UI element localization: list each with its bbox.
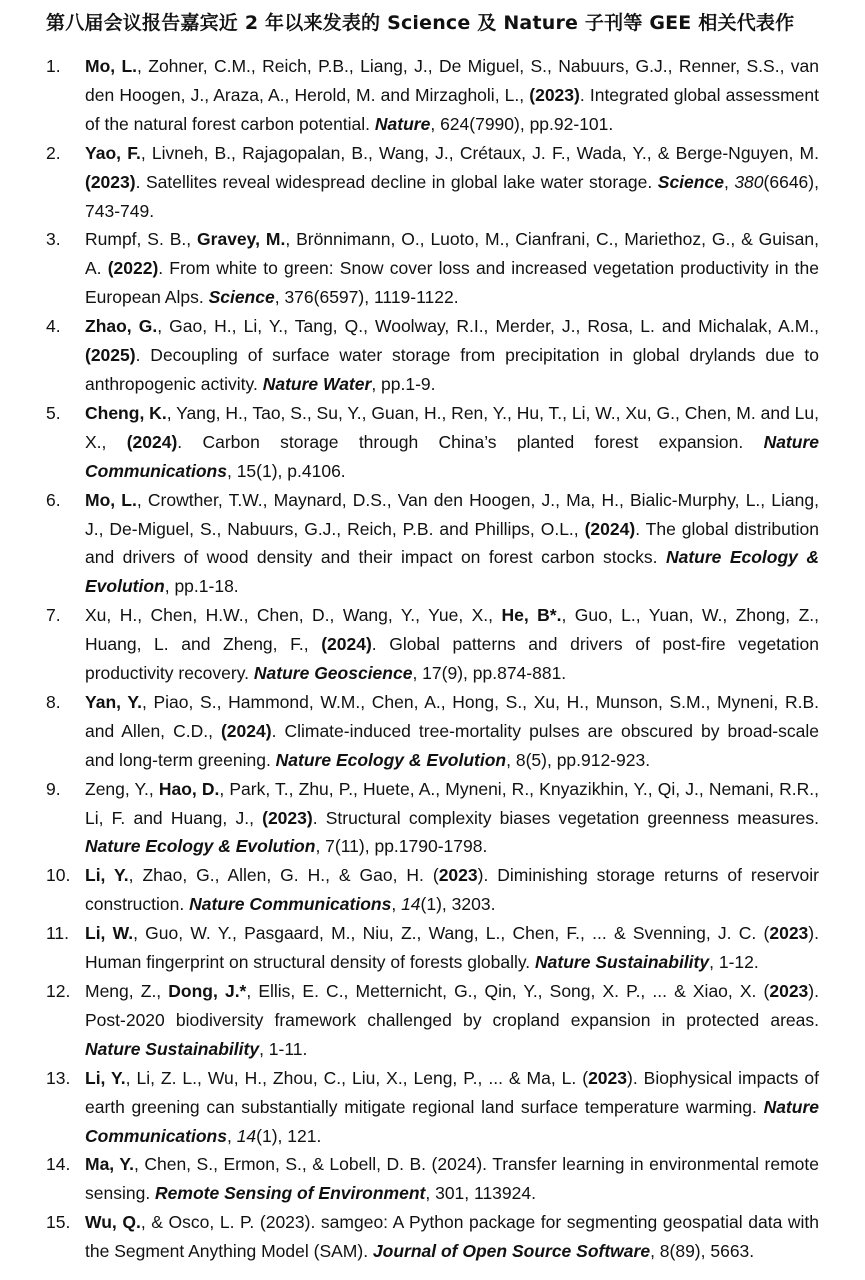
reference-item — [46, 139, 819, 226]
citation-text: , — [391, 894, 402, 915]
reference-item — [46, 977, 819, 1064]
reference-text — [85, 861, 819, 919]
citation-text: Xu, H., Chen, H.W., Chen, D., Wang, Y., Yue, X., — [85, 605, 502, 626]
reference-item — [46, 919, 819, 977]
citation-text: , Guo, W. Y., Pasgaard, M., Niu, Z., Wang, L., Chen, F., ... & Svenning, J. C. ( — [133, 923, 770, 944]
journal-name: Journal of Open Source Software — [372, 1241, 651, 1262]
journal-name: Nature Water — [262, 373, 372, 394]
journal-name: Nature Sustainability — [535, 952, 710, 973]
citation-text: , 15(1), p.4106. — [226, 460, 346, 481]
citation-text: , Crowther, T.W., Maynard, D.S., Van den Hoogen, J., Ma, H., Bialic-Murphy, L., Liang, J., De-Miguel, S., Nabuurs, G.J., Reich, P.B. and Phillips, O.L., — [85, 489, 819, 539]
citation-text: . Climate-induced tree-mortality pulses are obscured by broad-scale and long-term greening. — [85, 720, 819, 770]
citation-text: , Li, Z. L., Wu, H., Zhou, C., Liu, X., Leng, P., ... & Ma, L. ( — [125, 1067, 589, 1088]
citation-text: ). Post-2020 biodiversity framework challenged by cropland expansion in protected areas. — [85, 981, 819, 1030]
citation-text: , 8(5), pp.912-923. — [506, 749, 651, 770]
reference-number: 4. — [46, 316, 61, 337]
bold-text: (2025) — [85, 345, 136, 366]
journal-name: Nature Communications — [189, 894, 392, 915]
reference-number: 8. — [46, 691, 61, 712]
citation-text: , — [226, 1125, 237, 1146]
reference-number: 14. — [46, 1154, 71, 1175]
reference-text — [85, 52, 819, 139]
citation-text: ). Human fingerprint on structural density of forests globally. — [85, 923, 819, 973]
bold-text: 2023 — [769, 923, 809, 944]
reference-item — [46, 312, 819, 399]
citation-text: , 376(6597), 1119-1122. — [274, 287, 459, 308]
bold-text: Ma, Y. — [85, 1154, 134, 1175]
citation-text: ). Biophysical impacts of earth greening can substantially mitigate regional land surface temperature warming. — [85, 1067, 819, 1117]
citation-text: , Zhao, G., Allen, G. H., & Gao, H. ( — [128, 865, 439, 886]
journal-name: Remote Sensing of Environment — [155, 1183, 426, 1204]
citation-text: (6646), 743-749. — [85, 171, 819, 221]
bold-text: Mo, L. — [85, 489, 137, 510]
reference-number: 9. — [46, 778, 61, 799]
journal-name: Nature Ecology & Evolution — [85, 836, 316, 857]
citation-text: , Livneh, B., Rajagopalan, B., Wang, J., Crétaux, J. F., Wada, Y., & Berge-Nguyen, M. — [140, 142, 819, 163]
bold-text: Zhao, G. — [85, 316, 158, 337]
reference-item — [46, 52, 819, 139]
reference-number: 3. — [46, 229, 61, 250]
bold-text: He, B*. — [501, 605, 562, 626]
volume-number: 380 — [734, 171, 764, 192]
bold-text: (2023) — [85, 171, 136, 192]
reference-text — [85, 977, 819, 1064]
bold-text: 2023 — [438, 865, 478, 886]
citation-text: , Yang, H., Tao, S., Su, Y., Guan, H., Ren, Y., Hu, T., Li, W., Xu, G., Chen, M. and Lu, X., — [85, 402, 819, 452]
reference-text — [85, 1150, 819, 1208]
reference-text — [85, 486, 819, 602]
citation-text: , 8(89), 5663. — [650, 1241, 755, 1262]
citation-text: , Chen, S., Ermon, S., & Lobell, D. B. (2024). Transfer learning in environmental remote sensing. — [85, 1154, 819, 1204]
citation-text: . The global distribution and drivers of wood density and their impact on forest carbon stocks. — [85, 518, 820, 568]
reference-item — [46, 1208, 819, 1266]
citation-text: . Structural complexity biases vegetation greenness measures. — [312, 807, 819, 828]
reference-text — [85, 1208, 819, 1266]
volume-number: 14 — [236, 1125, 257, 1146]
citation-text: (1), 3203. — [420, 894, 496, 915]
citation-text: . Integrated global assessment of the natural forest carbon potential. — [85, 84, 819, 134]
bold-text: Wu, Q. — [85, 1212, 141, 1233]
citation-text: , Park, T., Zhu, P., Huete, A., Myneni, R., Knyazikhin, Y., Qi, J., Nemani, R.R., Li, F. and Huang, J., — [85, 778, 819, 828]
reference-number: 15. — [46, 1212, 71, 1233]
citation-text: , 1-12. — [709, 952, 759, 973]
journal-name: Nature Ecology & Evolution — [85, 547, 819, 597]
bold-text: Mo, L. — [85, 56, 138, 76]
citation-text: , Brönnimann, O., Luoto, M., Cianfrani, C., Mariethoz, G., & Guisan, A. — [85, 229, 819, 279]
citation-text: Zeng, Y., — [85, 778, 159, 799]
citation-text: , 624(7990), pp.92-101. — [430, 113, 614, 134]
reference-item — [46, 688, 819, 775]
citation-text: , 1-11. — [259, 1038, 308, 1059]
reference-number: 1. — [46, 56, 61, 76]
reference-item — [46, 486, 819, 602]
reference-number: 12. — [46, 981, 71, 1001]
citation-text: , Piao, S., Hammond, W.M., Chen, A., Hong, S., Xu, H., Munson, S.M., Myneni, R.B. and Allen, C.D., — [85, 691, 819, 741]
bold-text: (2023) — [262, 807, 313, 828]
citation-text: Rumpf, S. B., — [85, 229, 198, 250]
bold-text: 2023 — [588, 1067, 627, 1088]
bold-text: (2023) — [529, 84, 580, 105]
reference-list — [46, 52, 819, 1266]
citation-text: . From white to green: Snow cover loss and increased vegetation productivity in the European Alps. — [85, 258, 819, 308]
citation-text: Meng, Z., — [85, 981, 169, 1001]
bold-text: (2024) — [126, 431, 178, 452]
bold-text: (2024) — [321, 634, 372, 655]
bold-text: 2023 — [769, 981, 809, 1001]
journal-name: Science — [208, 287, 275, 308]
citation-text: . Decoupling of surface water storage from precipitation in global drylands due to anthropogenic activity. — [85, 345, 819, 394]
reference-text — [85, 601, 819, 688]
citation-text: , Gao, H., Li, Y., Tang, Q., Woolway, R.I., Merder, J., Rosa, L. and Michalak, A.M., — [157, 316, 820, 337]
reference-item — [46, 225, 819, 312]
bold-text: Li, Y. — [85, 1067, 126, 1088]
reference-text — [85, 399, 819, 486]
reference-number: 10. — [46, 865, 71, 886]
citation-text: , Zohner, C.M., Reich, P.B., Liang, J., De Miguel, S., Nabuurs, G.J., Renner, S.S., van den Hoogen, J., Araza, A., Herold, M. and Mirzagholi, L., — [85, 56, 820, 105]
citation-text: (1), 121. — [256, 1125, 322, 1146]
reference-item — [46, 861, 819, 919]
reference-text — [85, 312, 819, 399]
bold-text: Yao, F. — [85, 142, 141, 163]
reference-item — [46, 1064, 819, 1151]
bold-text: (2024) — [584, 518, 636, 539]
bold-text: Yan, Y. — [85, 691, 142, 712]
reference-text — [85, 225, 819, 312]
reference-text — [85, 1064, 819, 1151]
bold-text: (2024) — [220, 720, 272, 741]
journal-name: Nature Geoscience — [253, 663, 413, 684]
citation-text: ). Diminishing storage returns of reservoir construction. — [85, 865, 819, 915]
reference-text — [85, 688, 819, 775]
citation-text: , & Osco, L. P. (2023). samgeo: A Python package for segmenting geospatial data with the Segment Anything Model (SAM). — [85, 1212, 820, 1262]
citation-text: , pp.1-18. — [164, 576, 239, 597]
reference-text — [85, 919, 819, 977]
citation-text: , 7(11), pp.1790-1798. — [315, 836, 488, 857]
bold-text: Hao, D. — [158, 778, 220, 799]
bold-text: Dong, J.* — [168, 981, 247, 1001]
reference-text — [85, 775, 819, 862]
reference-number: 13. — [46, 1067, 71, 1088]
reference-item — [46, 601, 819, 688]
journal-name: Nature — [374, 113, 431, 134]
reference-item — [46, 1150, 819, 1208]
reference-item — [46, 399, 819, 486]
journal-name: Nature Communications — [85, 1096, 819, 1146]
journal-name: Nature Ecology & Evolution — [275, 749, 507, 770]
citation-text: , Ellis, E. C., Metternicht, G., Qin, Y., Song, X. P., ... & Xiao, X. ( — [246, 981, 770, 1001]
reference-number: 5. — [46, 402, 61, 423]
bold-text: Gravey, M. — [197, 229, 286, 250]
reference-number: 11. — [46, 923, 70, 944]
page-title: 第八届会议报告嘉宾近 2 年以来发表的 Science 及 Nature 子刊等 GEE 相关代表作 — [46, 12, 795, 34]
reference-text — [85, 139, 819, 226]
citation-text: , 301, 113924. — [425, 1183, 536, 1204]
citation-text: . Satellites reveal widespread decline in global lake water storage. — [135, 171, 658, 192]
bold-text: (2022) — [107, 258, 159, 279]
citation-text: , — [723, 171, 735, 192]
citation-text: , 17(9), pp.874-881. — [412, 663, 567, 684]
journal-name: Science — [657, 171, 724, 192]
journal-name: Nature Communications — [85, 431, 819, 481]
citation-text: , Guo, L., Yuan, W., Zhong, Z., Huang, L. and Zheng, F., — [85, 605, 820, 655]
citation-text: , pp.1-9. — [371, 373, 436, 394]
citation-text: . Global patterns and drivers of post-fire vegetation productivity recovery. — [85, 634, 819, 684]
reference-number: 6. — [46, 489, 61, 510]
bold-text: Li, Y. — [85, 865, 129, 886]
reference-number: 2. — [46, 142, 61, 163]
reference-item — [46, 775, 819, 862]
bold-text: Li, W. — [85, 923, 134, 944]
citation-text: . Carbon storage through China’s planted forest expansion. — [177, 431, 764, 452]
journal-name: Nature Sustainability — [85, 1038, 260, 1059]
volume-number: 14 — [401, 894, 421, 915]
bold-text: Cheng, K. — [85, 402, 167, 423]
reference-number: 7. — [46, 605, 61, 626]
